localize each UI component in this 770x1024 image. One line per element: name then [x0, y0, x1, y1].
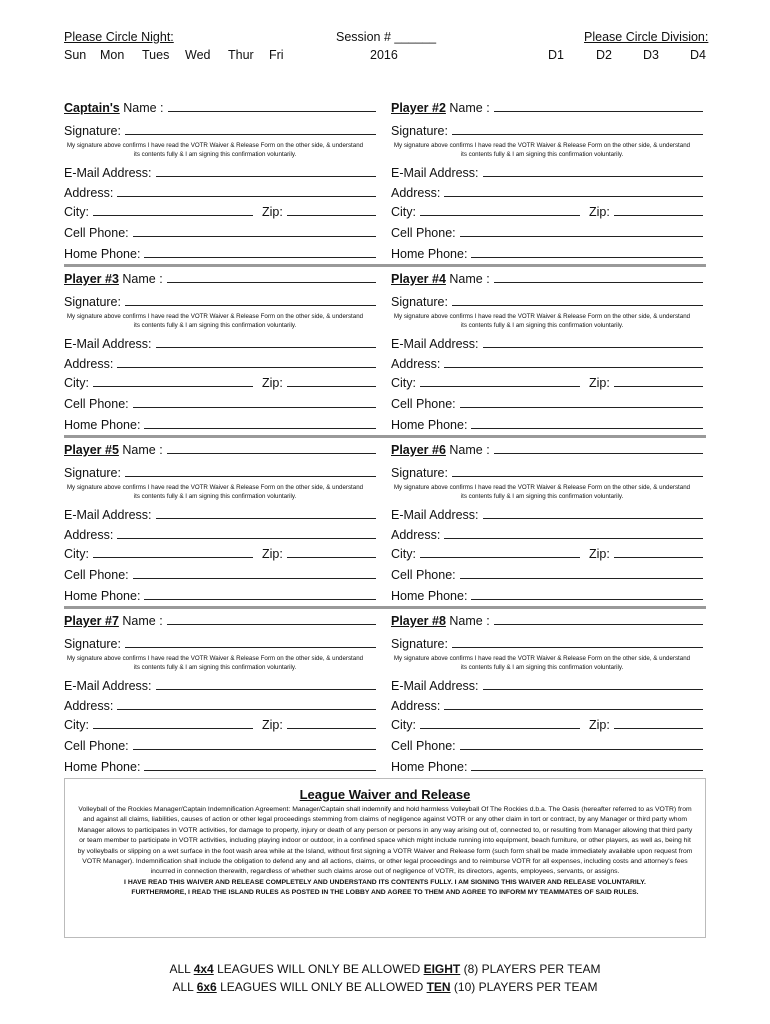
player-1-city-label: City:: [64, 205, 89, 219]
player-3-name-row: [64, 271, 376, 287]
player-2-name-label: Name :: [445, 101, 490, 115]
player-3-email-field[interactable]: [156, 336, 376, 348]
player-4-email-label: E-Mail Address:: [391, 337, 479, 351]
player-5-email-field[interactable]: [156, 507, 376, 519]
section-divider: [64, 606, 706, 609]
player-3-address-label: Address:: [64, 357, 114, 371]
footer-text: (10) PLAYERS PER TEAM: [450, 980, 598, 994]
player-1-signature-note: My signature above confirms I have read the VOTR Waiver & Release Form on the other side, & understand its contents fully & I am signing this confirmation voluntarily.: [66, 142, 364, 158]
player-3-cell-phone-label: Cell Phone:: [64, 397, 129, 411]
player-2-address-field[interactable]: [444, 185, 703, 197]
player-7-cell-phone-field[interactable]: [133, 738, 376, 750]
player-1-email-label: E-Mail Address:: [64, 166, 152, 180]
division-d4[interactable]: D4: [690, 48, 706, 62]
player-3-address-field[interactable]: [117, 356, 376, 368]
player-7-cell-phone-row: [64, 738, 376, 754]
player-7-zip-label: Zip:: [262, 718, 283, 732]
player-8-name-row: [391, 613, 703, 629]
waiver-rules-agreement: FURTHERMORE, I READ THE ISLAND RULES AS POSTED IN THE LOBBY AND AGREE TO THEM AND AGREE TO INFORM MY TEAMMATES OF SAID RULES.: [131, 889, 639, 897]
player-6-email-row: [391, 507, 703, 523]
player-1-signature-label: Signature:: [64, 124, 121, 138]
player-6-signature-note: My signature above confirms I have read the VOTR Waiver & Release Form on the other side, & understand its contents fully & I am signing this confirmation voluntarily.: [393, 484, 691, 500]
player-4-zip-field[interactable]: [614, 375, 703, 387]
player-8-cell-phone-field[interactable]: [460, 738, 703, 750]
player-7-home-phone-field[interactable]: [144, 759, 376, 771]
footer-count: EIGHT: [423, 962, 461, 976]
player-6-email-label: E-Mail Address:: [391, 508, 479, 522]
player-5-home-phone-label: Home Phone:: [64, 589, 141, 603]
player-5-name-row: [64, 442, 376, 458]
player-6-cell-phone-label: Cell Phone:: [391, 568, 456, 582]
player-1-signature-field[interactable]: [125, 123, 376, 135]
player-8-title: Player #8: [391, 614, 446, 628]
player-1-cell-phone-field[interactable]: [133, 225, 376, 237]
player-8-address-label: Address:: [391, 699, 441, 713]
player-6-cell-phone-field[interactable]: [460, 567, 703, 579]
player-4-name-label: Name :: [445, 272, 490, 286]
player-1-city-field[interactable]: [93, 204, 253, 216]
player-4-zip-label: Zip:: [589, 376, 610, 390]
player-5-cell-phone-label: Cell Phone:: [64, 568, 129, 582]
footer-text: (8) PLAYERS PER TEAM: [460, 962, 601, 976]
player-4-home-phone-label: Home Phone:: [391, 418, 468, 432]
player-3-signature-label: Signature:: [64, 295, 121, 309]
player-4-address-label: Address:: [391, 357, 441, 371]
player-2-signature-field[interactable]: [452, 123, 703, 135]
player-3-name-label: Name :: [118, 272, 163, 286]
player-2-cell-phone-field[interactable]: [460, 225, 703, 237]
division-d2[interactable]: D2: [596, 48, 612, 62]
player-8-email-field[interactable]: [483, 678, 703, 690]
player-8-signature-field[interactable]: [452, 636, 703, 648]
player-7-city-label: City:: [64, 718, 89, 732]
footer-text: LEAGUES WILL ONLY BE ALLOWED: [216, 980, 427, 994]
player-2-email-field[interactable]: [483, 165, 703, 177]
player-6-zip-label: Zip:: [589, 547, 610, 561]
player-3-home-phone-label: Home Phone:: [64, 418, 141, 432]
player-4-title: Player #4: [391, 272, 446, 286]
player-2-zip-field[interactable]: [614, 204, 703, 216]
player-5-city-field[interactable]: [93, 546, 253, 558]
player-3-zip-field[interactable]: [287, 375, 376, 387]
player-3-home-phone-field[interactable]: [144, 417, 376, 429]
player-4-signature-note: My signature above confirms I have read the VOTR Waiver & Release Form on the other side, & understand its contents fully & I am signing this confirmation voluntarily.: [393, 313, 691, 329]
player-4-city-label: City:: [391, 376, 416, 390]
player-8-name-label: Name :: [445, 614, 490, 628]
player-6-address-label: Address:: [391, 528, 441, 542]
player-5-email-label: E-Mail Address:: [64, 508, 152, 522]
player-4-signature-field[interactable]: [452, 294, 703, 306]
player-1-cell-phone-label: Cell Phone:: [64, 226, 129, 240]
player-5-city-row: [64, 546, 376, 562]
player-3-email-row: [64, 336, 376, 352]
player-6-zip-field[interactable]: [614, 546, 703, 558]
player-7-address-field[interactable]: [117, 698, 376, 710]
player-3-zip-label: Zip:: [262, 376, 283, 390]
player-2-zip-label: Zip:: [589, 205, 610, 219]
player-5-signature-label: Signature:: [64, 466, 121, 480]
footer-format: 6x6: [196, 980, 217, 994]
player-1-address-label: Address:: [64, 186, 114, 200]
session-year: 2016: [370, 48, 398, 62]
player-6-city-field[interactable]: [420, 546, 580, 558]
player-8-signature-label: Signature:: [391, 637, 448, 651]
footer-4x4-rule: [0, 960, 770, 978]
player-8-home-phone-label: Home Phone:: [391, 760, 468, 774]
player-7-email-label: E-Mail Address:: [64, 679, 152, 693]
day-mon[interactable]: Mon: [100, 48, 125, 62]
player-2-city-row: [391, 204, 703, 220]
section-divider: [64, 264, 706, 267]
player-2-name-row: [391, 100, 703, 116]
player-5-home-phone-field[interactable]: [144, 588, 376, 600]
player-6-name-row: [391, 442, 703, 458]
player-4-address-field[interactable]: [444, 356, 703, 368]
player-1-home-phone-row: [64, 246, 376, 262]
waiver-acknowledgement: I HAVE READ THIS WAIVER AND RELEASE COMPLETELY AND UNDERSTAND ITS CONTENTS FULLY. I AM SIGNING THIS WAIVER AND RELEASE VOLUNTARILY.: [124, 878, 646, 886]
player-8-email-label: E-Mail Address:: [391, 679, 479, 693]
player-7-name-label: Name :: [118, 614, 163, 628]
day-wed[interactable]: Wed: [185, 48, 211, 62]
player-1-city-row: [64, 204, 376, 220]
player-1-name-field[interactable]: [168, 100, 376, 112]
division-label: Please Circle Division:: [584, 30, 709, 44]
player-8-email-row: [391, 678, 703, 694]
player-4-name-field[interactable]: [494, 271, 703, 283]
player-3-city-label: City:: [64, 376, 89, 390]
footer-6x6-rule: [0, 978, 770, 996]
player-4-signature-row: [391, 294, 703, 310]
player-8-cell-phone-label: Cell Phone:: [391, 739, 456, 753]
player-4-email-row: [391, 336, 703, 352]
player-1-name-label: Name :: [119, 101, 164, 115]
player-4-email-field[interactable]: [483, 336, 703, 348]
footer-text: LEAGUES WILL ONLY BE ALLOWED: [213, 962, 424, 976]
player-4-cell-phone-field[interactable]: [460, 396, 703, 408]
player-3-home-phone-row: [64, 417, 376, 433]
player-4-name-row: [391, 271, 703, 287]
footer-count: TEN: [426, 980, 451, 994]
player-1-zip-label: Zip:: [262, 205, 283, 219]
player-7-zip-field[interactable]: [287, 717, 376, 729]
player-1-home-phone-label: Home Phone:: [64, 247, 141, 261]
player-4-address-row: [391, 356, 703, 372]
player-7-cell-phone-label: Cell Phone:: [64, 739, 129, 753]
player-4-signature-label: Signature:: [391, 295, 448, 309]
player-3-address-row: [64, 356, 376, 372]
player-8-home-phone-row: [391, 759, 703, 775]
player-3-city-field[interactable]: [93, 375, 253, 387]
player-8-cell-phone-row: [391, 738, 703, 754]
player-8-address-row: [391, 698, 703, 714]
player-2-signature-note: My signature above confirms I have read the VOTR Waiver & Release Form on the other side, & understand its contents fully & I am signing this confirmation voluntarily.: [393, 142, 691, 158]
player-2-cell-phone-row: [391, 225, 703, 241]
player-6-name-label: Name :: [445, 443, 490, 457]
player-8-city-field[interactable]: [420, 717, 580, 729]
night-label: Please Circle Night:: [64, 30, 174, 44]
player-5-signature-field[interactable]: [125, 465, 376, 477]
footer-format: 4x4: [193, 962, 214, 976]
player-2-home-phone-label: Home Phone:: [391, 247, 468, 261]
waiver-box: [64, 778, 706, 938]
player-6-address-field[interactable]: [444, 527, 703, 539]
player-7-city-row: [64, 717, 376, 733]
player-5-signature-note: My signature above confirms I have read the VOTR Waiver & Release Form on the other side, & understand its contents fully & I am signing this confirmation voluntarily.: [66, 484, 364, 500]
player-2-signature-row: [391, 123, 703, 139]
player-7-home-phone-label: Home Phone:: [64, 760, 141, 774]
player-2-city-label: City:: [391, 205, 416, 219]
player-5-signature-row: [64, 465, 376, 481]
player-7-signature-label: Signature:: [64, 637, 121, 651]
player-7-name-field[interactable]: [167, 613, 376, 625]
player-3-title: Player #3: [64, 272, 119, 286]
player-3-email-label: E-Mail Address:: [64, 337, 152, 351]
player-2-signature-label: Signature:: [391, 124, 448, 138]
player-8-signature-note: My signature above confirms I have read the VOTR Waiver & Release Form on the other side, & understand its contents fully & I am signing this confirmation voluntarily.: [393, 655, 691, 671]
player-5-zip-label: Zip:: [262, 547, 283, 561]
player-2-address-row: [391, 185, 703, 201]
player-5-cell-phone-field[interactable]: [133, 567, 376, 579]
player-7-city-field[interactable]: [93, 717, 253, 729]
player-6-email-field[interactable]: [483, 507, 703, 519]
player-5-address-field[interactable]: [117, 527, 376, 539]
player-4-home-phone-field[interactable]: [471, 417, 703, 429]
player-7-email-field[interactable]: [156, 678, 376, 690]
player-7-email-row: [64, 678, 376, 694]
division-d1[interactable]: D1: [548, 48, 564, 62]
player-8-home-phone-field[interactable]: [471, 759, 703, 771]
player-5-address-row: [64, 527, 376, 543]
player-8-signature-row: [391, 636, 703, 652]
player-5-title: Player #5: [64, 443, 119, 457]
player-1-address-row: [64, 185, 376, 201]
player-4-city-row: [391, 375, 703, 391]
player-2-home-phone-row: [391, 246, 703, 262]
player-5-city-label: City:: [64, 547, 89, 561]
player-3-cell-phone-row: [64, 396, 376, 412]
player-1-title: Captain's: [64, 101, 120, 115]
player-1-cell-phone-row: [64, 225, 376, 241]
player-6-home-phone-field[interactable]: [471, 588, 703, 600]
player-5-home-phone-row: [64, 588, 376, 604]
player-2-name-field[interactable]: [494, 100, 703, 112]
player-6-name-field[interactable]: [494, 442, 703, 454]
player-6-title: Player #6: [391, 443, 446, 457]
player-1-email-field[interactable]: [156, 165, 376, 177]
player-1-email-row: [64, 165, 376, 181]
player-1-zip-field[interactable]: [287, 204, 376, 216]
player-3-city-row: [64, 375, 376, 391]
session-label: Session # ______: [336, 30, 437, 44]
day-tues[interactable]: Tues: [142, 48, 170, 62]
day-sun[interactable]: Sun: [64, 48, 87, 62]
player-7-title: Player #7: [64, 614, 119, 628]
player-5-name-field[interactable]: [167, 442, 376, 454]
player-6-home-phone-row: [391, 588, 703, 604]
player-1-home-phone-field[interactable]: [144, 246, 376, 258]
division-d3[interactable]: D3: [643, 48, 659, 62]
player-5-cell-phone-row: [64, 567, 376, 583]
player-7-signature-row: [64, 636, 376, 652]
player-4-cell-phone-row: [391, 396, 703, 412]
player-7-signature-note: My signature above confirms I have read the VOTR Waiver & Release Form on the other side, & understand its contents fully & I am signing this confirmation voluntarily.: [66, 655, 364, 671]
player-6-city-row: [391, 546, 703, 562]
player-7-address-label: Address:: [64, 699, 114, 713]
waiver-title: League Waiver and Release: [299, 787, 471, 802]
player-8-city-row: [391, 717, 703, 733]
player-8-zip-field[interactable]: [614, 717, 703, 729]
player-7-name-row: [64, 613, 376, 629]
day-fri[interactable]: Fri: [269, 48, 284, 62]
player-6-home-phone-label: Home Phone:: [391, 589, 468, 603]
player-7-address-row: [64, 698, 376, 714]
player-6-signature-row: [391, 465, 703, 481]
player-3-signature-note: My signature above confirms I have read the VOTR Waiver & Release Form on the other side, & understand its contents fully & I am signing this confirmation voluntarily.: [66, 313, 364, 329]
player-5-address-label: Address:: [64, 528, 114, 542]
player-8-city-label: City:: [391, 718, 416, 732]
player-7-home-phone-row: [64, 759, 376, 775]
player-6-address-row: [391, 527, 703, 543]
footer-text: ALL: [169, 962, 194, 976]
player-5-email-row: [64, 507, 376, 523]
player-8-name-field[interactable]: [494, 613, 703, 625]
player-1-name-row: [64, 100, 376, 116]
player-8-zip-label: Zip:: [589, 718, 610, 732]
player-4-city-field[interactable]: [420, 375, 580, 387]
player-8-address-field[interactable]: [444, 698, 703, 710]
day-thur[interactable]: Thur: [228, 48, 254, 62]
player-2-address-label: Address:: [391, 186, 441, 200]
player-2-home-phone-field[interactable]: [471, 246, 703, 258]
waiver-body: Volleyball of the Rockies Manager/Captain Indemnification Agreement: Manager/Captain shall indemnify and hold harmless Volleyball Of The Rockies d.b.a. The Oasis (hereafter referred to as VOTR) from and against all claims, liabilities, causes of action or other legal proceedings stemming from claims of negligence against VOTR or any other claim in tort or contract, by any Manager or third party whom Manager allows to participates in VOTR activities, for damage to property, injury or death of any person or persons in any way arising out of, connected to, or resulting from Manager allowing that third party or team member to participate in VOTR activities, including playing indoor or outdoor, in a confined space which might include running into equipment, beach furniture, or other players, as well as, being hit by volleyballs or slipping on a wet surface in the foot wash area while at the Island, without first signing a VOTR Waiver and Release form (such form shall be made immediately available upon request from VOTR Manager). Indemnification shall include the obligation to defend any and all actions, claims, or other legal proceedings and to reimburse VOTR for all expenses, including costs and attorney's fees incurred in connection therewith, regardless of whether such claims arose out of negligence of VOTR, its directors, agents, employees, servants, or assigns.: [77, 806, 693, 876]
player-2-title: Player #2: [391, 101, 446, 115]
player-3-signature-row: [64, 294, 376, 310]
footer-text: ALL: [172, 980, 197, 994]
player-1-signature-row: [64, 123, 376, 139]
player-5-zip-field[interactable]: [287, 546, 376, 558]
player-2-email-row: [391, 165, 703, 181]
player-3-signature-field[interactable]: [125, 294, 376, 306]
player-2-city-field[interactable]: [420, 204, 580, 216]
section-divider: [64, 435, 706, 438]
player-6-cell-phone-row: [391, 567, 703, 583]
player-4-home-phone-row: [391, 417, 703, 433]
player-5-name-label: Name :: [118, 443, 163, 457]
player-3-name-field[interactable]: [167, 271, 376, 283]
player-4-cell-phone-label: Cell Phone:: [391, 397, 456, 411]
player-2-email-label: E-Mail Address:: [391, 166, 479, 180]
player-6-signature-label: Signature:: [391, 466, 448, 480]
player-1-address-field[interactable]: [117, 185, 376, 197]
player-7-signature-field[interactable]: [125, 636, 376, 648]
player-6-signature-field[interactable]: [452, 465, 703, 477]
player-3-cell-phone-field[interactable]: [133, 396, 376, 408]
player-6-city-label: City:: [391, 547, 416, 561]
player-2-cell-phone-label: Cell Phone:: [391, 226, 456, 240]
